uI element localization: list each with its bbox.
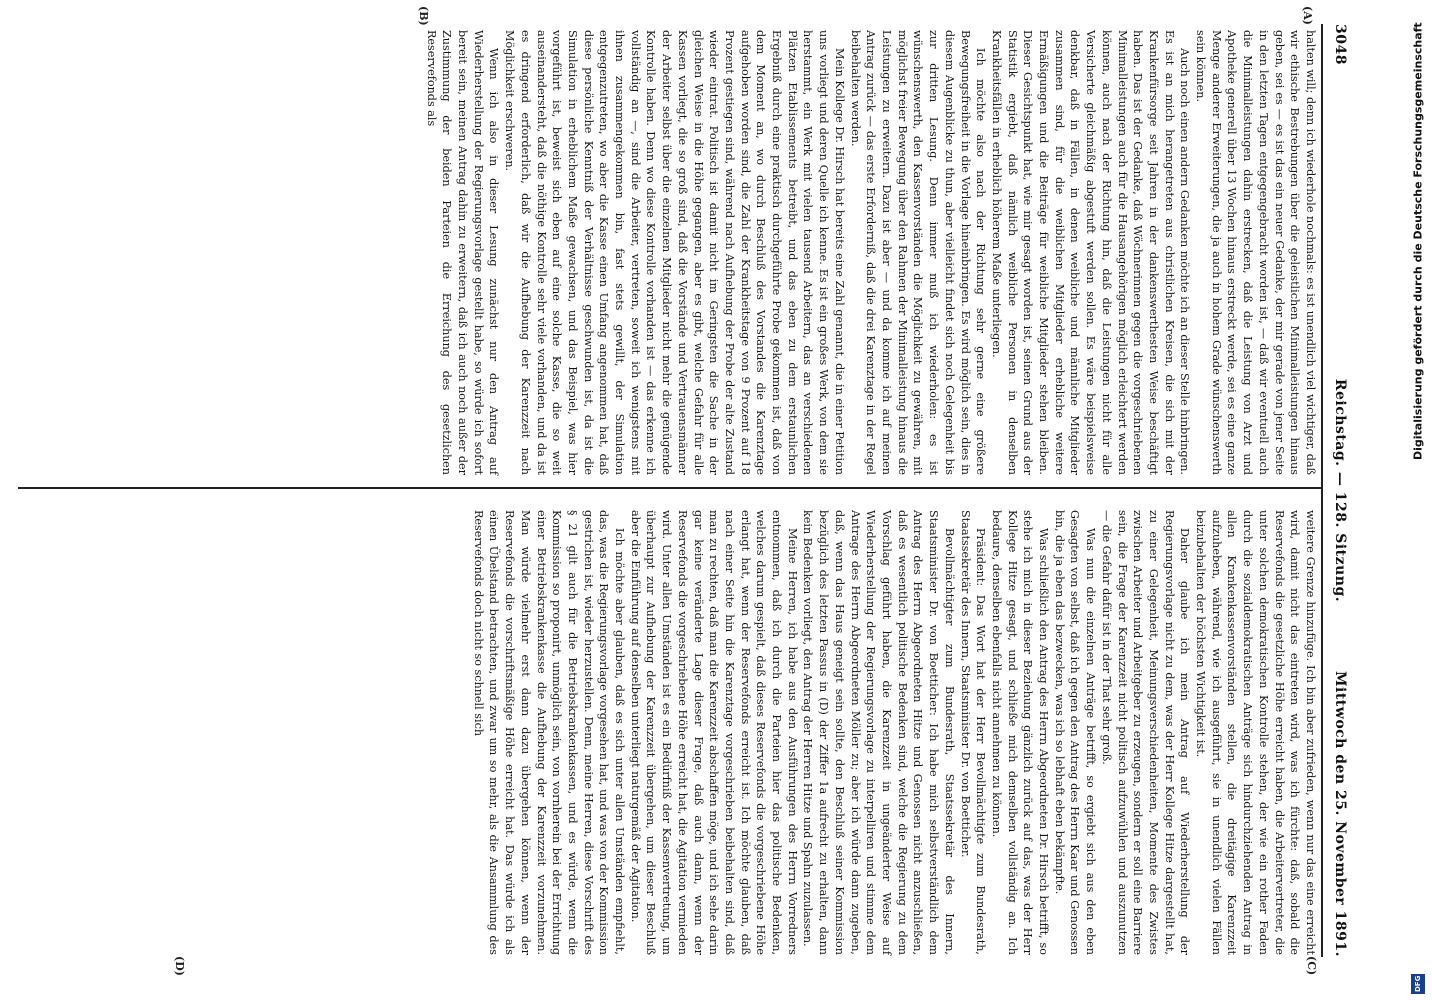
paragraph: Mein Kollege Dr. Hirsch hat bereits eine Zahl genannt, die in einer Petition uns vorliegt und deren Quelle ich kenne. Es ist ein großes Werk, von dem sie herstammt, ein Werk mit vielen tausend Arbeitern, das an verschiedenen Plätzen Etablissements betreibt, und das eben zu dem erstaunlichen Ergebniß durch eine praktisch durchgeführte Probe gekommen ist, daß von dem Moment an, wo durch Beschluß des Vorstandes die Karenztage aufgehoben worden sind, die Zahl der Krankheitstage von 9 Prozent auf 18 Prozent gestiegen sind, während nach Aufhebung der Probe der alte Zustand wieder eintrat. Politisch ist damit nicht im Geringsten die Sache in der gleichen Weise in die Höhe gegangen, aber es gibt, welche Gefahr für alle Kassen vorliegt, die so groß sind, daß die Vorstände und Vertrauensmänner der Arbeiter selbst über die einzelnen Mitglieder nicht mehr die genügende Kontrolle haben. Denn wo diese Kontrolle vorhanden ist — das erkenne ich vollständig an —, sind die Arbeiter, vertreten, soweit ich wenigstens mit ihnen zusammengekommen bin, fast stets gewillt, der Simulation entgegenzutreten, wo aber die Kasse einen Umfang angenommen hat, daß diese persönliche Kenntniß der Verhältnisse geschwunden ist, da ist die Simulation in erheblichem Maße gewachsen, und das Beispiel, was hier vorgeführt ist, beweist sich eben auf eine solche Kasse, die so weit auseinandersteht, daß die nöthige Kontrolle sehr viele vorhanden, und da ist es dringend erforderlich, daß wir die Aufhebung der Karenzzeit nach Möglichkeit erschweren.	[503, 30, 846, 475]
paragraph: Was schließlich den Antrag des Herrn Abgeordneten Dr. Hirsch betrifft, so stehe ich mich in dieser Beziehung gänzlich zurück auf das, was der Herr Kollege Hitze gesagt, und schließe mich demselben vollständig an. Ich bedaure, denselben ebenfalls nicht annehmen zu können.	[989, 510, 1051, 955]
paragraph: Auch noch einen andern Gedanken möchte ich an dieser Stelle hinbringen. Es ist an mich herangetreten aus christlichen Kreisen, die sich mit der Krankenfürsorge seit Jahren in der dankenswerthesten Weise beschäftigt haben. Das ist der Gedanke, daß Wöchnerinnen gegen die vorgeschriebenen Minimalleistungen auch für die Hausangehörigen möglich erleichtert werden können, auch nach der Richtung hin, daß die Leistungen nicht für alle Versicherte gleichmäßig abgestuft werden sollen. Es wäre beispielsweise denkbar, daß in Fällen, in denen weibliche und männliche Mitglieder zusammen sind, für die weiblichen Mitglieder erhebliche weitere Ermäßigungen und die Beiträge für weibliche Mitglieder stehen bleiben. Dieser Gesichtspunkt hat, wie mir gesagt worden ist, seinen Grund aus der Statistik ergiebt, daß nämlich weibliche Personen in denselben Krankheitsfällen in erheblich höherem Maße unterliegen.	[989, 30, 1192, 475]
paragraph: halten will; denn ich wiederhole nochmals: es ist unendlich viel wichtiger, daß wir ethische Bestrebungen über die geleistlichen Minimalleistungen hinaus geben, sei es — es ist das ein neuer Gedanke, der mir gerade von jener Seite in den letzten Tagen entgegengebracht worden ist, — daß wir eventuell auch die Minimalleistungen dahin erstrecken, daß die Leistung von Arzt und Apotheke generell über 13 Wochen hinaus erstreckt werde, sei es eine ganze Menge anderer Erweiterungen, die ja auch in hohem Grade wünschenswerth sein können.	[1194, 30, 1317, 475]
paragraph: Daher glaube ich mein Antrag auf Wiederherstellung der Regierungsvorlage nicht zu dem, was der Herr Kollege Hitze dargestellt hat, zu einer Gelegenheit, Meinungsverschiedenheiten, Momente des Zwistes zwischen Arbeiter und Arbeitgeber zu erzeugen, sondern er soll eine Barriere sein, die Frage der Karenzzeit nicht politisch aufzuwühlen und auszunutzen — die Gefahr dafür ist in der That sehr groß.	[1099, 510, 1192, 955]
paragraph: Präsident: Das Wort hat der Herr Bevollmächtigte zum Bundesrath, Staatssekretär des Innern, Staatsminister Dr. von Boetticher.	[958, 510, 988, 955]
right-text-column	[470, 510, 1318, 955]
page-header-title: Reichstag. — 128. Sitzung.	[1332, 378, 1348, 603]
margin-label-b: (B)	[417, 6, 430, 26]
paragraph: Wenn ich also in dieser Lesung zunächst nur den Antrag auf Wiederherstellung der Regierungsvorlage gestellt habe, so würde ich sofort bereit sein, meinen Antrag dahin zu erweitern, daß ich auch noch außer der Zustimmung der beiden Parteien die Erreichung des gesetzlichen Reservefonds als	[424, 30, 501, 475]
paragraph: Ich möchte aber glauben, daß es sich unter allen Umständen empfiehlt, das, was die Regierungsvorlage vorgesehen hat, und was von der Kommission gestrichen ist, wieder herzustellen. Denn, meine Herren, diese Vorschrift des § 21 gilt auch für die Betriebskrankenkassen, und es würde, wenn die Kommission so proponirt, unmöglich sein, von vornherein bei der Errichtung einer Betriebskrankenkasse die Aufhebung der Karenzzeit vorzunehmen. Man würde vielmehr erst dann dazu übergehen können, wenn der Reservefonds die vorschriftsmäßige Höhe erreicht hat. Das würde ich als einen Übelstand betrachten, und zwar um so mehr, als die Ansammlung des Reservefonds doch nicht so schnell sich	[471, 510, 627, 955]
paragraph: weitere Grenze hinzufüge. Ich bin aber zufrieden, wenn nur das eine erreicht wird, damit nicht das eintreten wird, was ich fürchte: daß, sobald die Reservefonds die gesetzliche Höhe erreicht haben, die Arbeitervertreter, die unter solchen demokratischen Kontrolle stehen, der wie ein rother Faden durch die sozialdemokratischen Anträge sich hindurchziehenden Antrag in allen Krankenkassenvorständen stellen, die dreitägige Karenzzeit aufzuheben, während, wie ich ausgeführt, sie in unendlich vielen Fällen beizubehalten der höchsten Wichtigkeit ist.	[1194, 510, 1317, 955]
column-divider	[18, 487, 1321, 489]
digitization-credit-strip	[1404, 0, 1432, 1000]
dfg-logo-icon: DFG	[1411, 974, 1425, 994]
digitization-credit: Digitalisierung gefördert durch die Deutsche Forschungsgemeinschaft	[1411, 22, 1425, 460]
margin-label-c: (C)	[1305, 956, 1318, 976]
paragraph: Bevollmächtigter zum Bundesrath, Staatssekretär des Innern, Staatsminister Dr. von Boetticher: Ich habe mich selbstverständlich dem Antrag des Herrn Abgeordneten Hitze und Genossen nicht anzuschließen, daß es wesentlich politische Bedenken sind, welche die Regierung zu dem Vorschlag geführt haben, die Karenzzeit in ungeänderter Weise auf Wiederherstellung der Regierungsvorlage zu interpelliren und stimme dem Antrage des Herrn Abgeordneten Möller zu; aber ich würde dann zugeben, daß, wenn das Haus geneigt sein sollte, den Beschluß seiner Kommission bezüglich des letzten Passus in (D) der Ziffer 1a aufrecht zu erhalten, dann kein Bedenken vorliegt, den Antrag der Herren Hitze und Spahn zuzulassen.	[801, 510, 956, 955]
paragraph: Was nun die einzelnen Anträge betrifft, so ergiebt sich aus den eben Gesagten von selbst, daß ich gegen den Antrag des Herrn Kaar und Genossen bin, die ja eben das bezwecken, was ich so lebhaft eben bekämpfte.	[1052, 510, 1098, 955]
margin-label-a: (A)	[1301, 6, 1314, 25]
page-header-date: Mittwoch den 25. November 1891.	[1332, 671, 1348, 957]
margin-label-d: (D)	[173, 956, 186, 976]
paragraph: Meine Herren, ich habe aus den Ausführungen des Herrn Vorredners entnommen, daß ich durch die Parteien hier das politische Bedenken, welches darum gespielt, daß dieses Reservefonds die vorgeschriebene Höhe erlangt hat, wenn der Reservefonds erreicht ist. Ich möchte glauben, daß nach einer Seite hin die Karenztage vorgeschrieben beibehalten sind, daß man zu rechten, daß man die Karenzzeit abschaffen möge, und ich sehe darin gar keine veränderte Lage dieser Frage, daß auch dann, wenn der Reservefonds die vorgeschriebene Höhe erreicht hat, die Agitation vermieden wird. Unter allen Umständen ist es ein Bedürfniß der Kassenvertretung, um überhaupt zur Aufhebung der Karenzzeit übergehen, um dieser Beschluß aber die Einführung auf denselben unterliegt naturgemäß der Agitation.	[628, 510, 799, 955]
left-text-column	[423, 30, 1318, 475]
header-divider	[1321, 24, 1323, 957]
paragraph: Ich möchte also nach der Richtung sehr gerne eine größere Bewegungsfreiheit in die Vorlage hineinbringen. Es wird möglich sein, dies in diesem Augenblicke zu thun, aber vielleicht findet sich noch Gelegenheit bis zur dritten Lesung. Denn immer muß ich wiederholen: es ist wünschenswerth, den Kassenvorständen die Möglichkeit zu gewähren, mit möglichst freier Bewegung über den Rahmen der Minimalleistung hinaus die Leistungen zu erweitern. Dazu ist aber — und da komme ich auf meinen Antrag zurück — das erste Erforderniß, daß die drei Karenztage in der Regel beibehalten werden.	[848, 30, 988, 475]
page-number: 3048	[1332, 24, 1348, 65]
